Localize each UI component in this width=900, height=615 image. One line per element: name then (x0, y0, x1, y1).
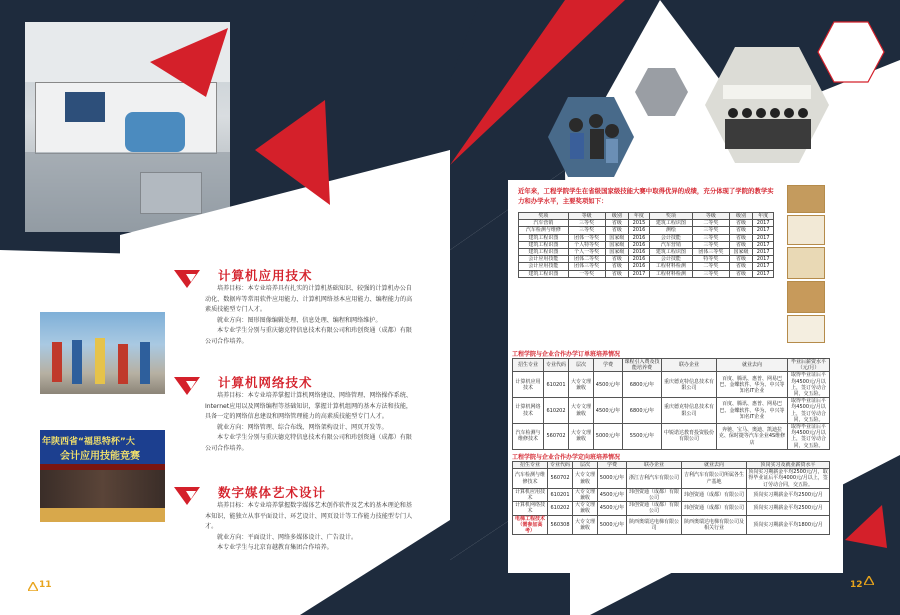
direct-cell: 5000元/年 (598, 515, 627, 535)
direct-header: 专业代码 (548, 462, 573, 469)
awards-header: 级别 (729, 213, 753, 220)
direct-cell: 计算机应用技术 (513, 488, 548, 501)
awards-cell: 2016 (629, 227, 650, 234)
section-text: 就业方向：图形图像编辑处理、信息处理、编程和网络维护。 (217, 316, 382, 324)
awards-cell: 2017 (753, 227, 774, 234)
awards-cell: 会计应用技能 (519, 256, 569, 263)
direct-cell: 4500元/年 (598, 502, 627, 515)
awards-cell: 2017 (753, 241, 774, 248)
awards-cell: 建筑工程识图 (519, 270, 569, 277)
direct-row (513, 488, 830, 501)
order-cell: 5500元/年 (623, 424, 662, 450)
direct-cell: 560702 (548, 469, 573, 489)
section-body (205, 284, 415, 348)
direct-cell: 顶岗实习期薪金平均1800元/月 (747, 515, 830, 535)
direct-header: 招生专业 (513, 462, 548, 469)
section-text: 就业方向：平面设计、网络多媒体设计、广告设计。 (217, 533, 358, 541)
awards-header: 级别 (605, 213, 629, 220)
awards-cell: 省级 (605, 270, 629, 277)
awards-cell: 测绘 (649, 227, 692, 234)
awards-cell: 省级 (729, 270, 753, 277)
section-body (205, 501, 415, 554)
section-text: 就业方向：网络管理、综合布线、网络架构设计、网页开发等。 (217, 423, 388, 431)
section-text: 本专业学生分别与重庆德克特信息技术有限公司和玮创资通（成都）有限公司合作培养。 (205, 434, 412, 452)
awards-cell: 2017 (629, 270, 650, 277)
order-cell: 中锐诺达教育投资股份有限公司 (662, 424, 717, 450)
order-header: 课程引入费及技能培养费 (624, 359, 660, 372)
section-title: 计算机网络技术 (218, 375, 313, 390)
order-cell: 6800元/年 (623, 398, 662, 424)
section-text: 培养目标：本专业培养具有扎实的计算机基础知识、较强的计算机办公自动化、数据库等常用软件应用能力、计算机网络基本应用能力、编程能力的高素质技能型专门人才。 (205, 285, 413, 314)
order-cell: 大专文理兼收 (569, 398, 594, 424)
order-header: 招生专业 (513, 359, 544, 372)
order-cell: 取得毕业证后平均4500元/月以上，签订劳动合同，交五险。 (788, 424, 830, 450)
awards-cell: 三等奖 (693, 270, 730, 277)
direct-cell: 顶岗实习期薪金平均2500元/月 (747, 488, 830, 501)
awards-cell: 建筑工程识图 (649, 249, 692, 256)
awards-cell: 2016 (629, 256, 650, 263)
awards-row (519, 256, 774, 263)
award-certificate (787, 281, 825, 313)
awards-cell: 工程材料检测 (649, 270, 692, 277)
awards-cell: 会计应用技能 (519, 263, 569, 270)
awards-cell: 省级 (605, 256, 629, 263)
direct-cell: 玮创资通（成都）有限公司 (682, 488, 747, 501)
order-cell: 取得毕业证后平均4500元/月以上，签订劳动合同，交五险。 (788, 372, 830, 398)
awards-cell: 国家级 (605, 241, 629, 248)
section-text: 本专业学生分别与重庆德克特信息技术有限公司和玮创资通（成都）有限公司合作培养。 (205, 327, 412, 345)
order-cell: 计算机应用技术 (513, 372, 544, 398)
awards-row (519, 241, 774, 248)
order-cell: 610201 (544, 372, 569, 398)
awards-cell: 二等奖 (693, 220, 730, 227)
section-title: 计算机应用技术 (218, 268, 313, 283)
awards-cell: 团体二等奖 (568, 256, 605, 263)
order-cell: 4500元/年 (594, 372, 623, 398)
award-certificate (787, 185, 825, 213)
direct-cell: 大专文理兼收 (573, 488, 598, 501)
awards-table (518, 212, 774, 278)
awards-row (519, 234, 774, 241)
awards-header: 年度 (753, 213, 774, 220)
awards-cell: 2016 (629, 234, 650, 241)
award-certificate (787, 215, 825, 245)
awards-cell: 省级 (605, 220, 629, 227)
direct-cell: 大专文理兼收 (573, 515, 598, 535)
awards-cell: 团体三等奖 (693, 249, 730, 256)
awards-cell: 三等奖 (693, 234, 730, 241)
order-cell: 取得毕业证后平均4500元/月以上，签订劳动合同，交五险。 (788, 398, 830, 424)
awards-cell: 建筑工程识图 (649, 220, 692, 227)
order-header: 专业代码 (544, 359, 569, 372)
awards-header: 奖项 (649, 213, 692, 220)
direct-cell: 5000元/年 (598, 469, 627, 489)
order-header: 学费 (594, 359, 623, 372)
direct-cell: 4500元/年 (598, 488, 627, 501)
banner-line-1: 年陕西省“福思特杯”大 (42, 437, 135, 447)
awards-row (519, 220, 774, 227)
direct-cell: 顶岗实习期薪金平均2500元/月，取得毕业证后平均4000元/月以上，签订劳动合同，交五险。 (748, 469, 828, 488)
page-number: 12 (850, 580, 863, 590)
direct-header: 学费 (598, 462, 627, 469)
awards-cell: 会计技能 (649, 256, 692, 263)
order-header: 就业去向 (717, 359, 788, 372)
awards-cell: 2017 (753, 256, 774, 263)
direct-cell: 汽车检测与维修技术 (513, 469, 548, 489)
awards-row (519, 263, 774, 270)
awards-cell: 汽车检测与维修 (519, 227, 569, 234)
direct-cell: 610201 (548, 488, 573, 501)
order-class-table (512, 358, 830, 450)
order-cell: 560702 (544, 424, 569, 450)
order-header: 层次 (569, 359, 594, 372)
section-text: 培养目标：本专业培养掌握数字媒体艺术创作软件及艺术的基本理论和基本知识，能独立从事平面设计、环艺设计、网页设计等工作能力技能型专门人才。 (205, 502, 413, 531)
order-header: 毕业后薪资水平（元/月） (788, 359, 830, 372)
page-number: 11 (39, 580, 52, 590)
awards-cell: 2017 (753, 263, 774, 270)
awards-cell: 一等奖 (568, 270, 605, 277)
direct-row (513, 469, 830, 489)
awards-cell: 三等奖 (693, 241, 730, 248)
awards-cell: 团体一等奖 (568, 234, 605, 241)
order-header: 联办企业 (662, 359, 717, 372)
awards-cell: 三等奖 (568, 227, 605, 234)
awards-cell: 省级 (729, 241, 753, 248)
order-cell: 重庆德克特信息技术有限公司 (662, 398, 717, 424)
award-certificate (787, 315, 825, 343)
awards-cell: 2015 (629, 220, 650, 227)
order-cell: 4500元/年 (594, 398, 623, 424)
direct-cell: 吉利汽车有限公司所属各生产基地 (682, 469, 747, 489)
awards-cell: 省级 (729, 227, 753, 234)
awards-cell: 2016 (629, 249, 650, 256)
order-cell: 重庆德克特信息技术有限公司 (662, 372, 717, 398)
awards-cell: 省级 (605, 227, 629, 234)
awards-cell: 汽车营销 (649, 241, 692, 248)
section-title: 数字媒体艺术设计 (218, 485, 327, 500)
order-cell: 百度、腾讯、惠普、网易巴巴、金蝶软件、华为、中兴等知名IT企业 (717, 372, 788, 398)
awards-header: 年度 (629, 213, 650, 220)
order-cell: 610202 (544, 398, 569, 424)
awards-cell: 建筑工程识图 (519, 234, 569, 241)
direct-cell: 浙江吉利汽车有限公司 (627, 469, 682, 489)
direct-header: 顶岗实习及就业薪资水平 (747, 462, 830, 469)
order-cell: 大专文理兼收 (569, 372, 594, 398)
order-row (513, 398, 830, 424)
awards-cell: 2017 (753, 270, 774, 277)
direct-cell: 陕西奥瑞达电梯有限公司 (627, 515, 682, 535)
awards-cell: 国家级 (605, 234, 629, 241)
order-cell: 计算机网络技术 (513, 398, 544, 424)
order-cell: 百度、腾讯、惠普、网易巴巴、金蝶软件、华为、中兴等知名IT企业 (717, 398, 788, 424)
team-group-hex-photo (703, 45, 831, 165)
awards-cell: 汽车营销 (519, 220, 569, 227)
awards-cell: 特等奖 (693, 256, 730, 263)
awards-cell: 团体三等奖 (568, 263, 605, 270)
awards-cell: 建筑工程识图 (519, 241, 569, 248)
direct-row (513, 515, 830, 535)
direct-header: 层次 (573, 462, 598, 469)
order-cell: 6800元/年 (623, 372, 662, 398)
awards-cell: 三等奖 (568, 220, 605, 227)
direct-cell: 玮创资通（成都）有限公司 (627, 502, 682, 515)
awards-row (519, 249, 774, 256)
section-text: 培养目标：本专业培养掌握计算机网络建设、网络管理、网络操作系统、Internet应用以及网络编程等基础知识，掌握计算机组网的基本方法和技能，具备一定的网络信息建设和网络管理能力的高素质技能型专门人才。 (205, 392, 413, 421)
direct-cell: 610202 (548, 502, 573, 515)
order-cell: 大专文理兼收 (569, 424, 594, 450)
order-table-title: 工程学院与企业合作办学订单班培养情况 (512, 351, 621, 358)
order-cell: 5000元/年 (594, 424, 623, 450)
page-number-triangle-icon (864, 576, 874, 585)
direct-header: 就业去向 (682, 462, 747, 469)
awards-cell: 省级 (729, 263, 753, 270)
awards-cell: 省级 (729, 256, 753, 263)
direct-cell: 陕西奥瑞达电梯有限公司及相关行业 (682, 515, 747, 535)
order-row (513, 372, 830, 398)
order-cell: 奔驰、宝马、奥迪、凯迪拉克、保时捷等汽车企业4S维修店 (717, 424, 788, 450)
awards-cell: 二等奖 (693, 263, 730, 270)
direct-cell: 560308 (548, 515, 573, 535)
awards-intro-text: 近年来，工程学院学生在省级国家级技能大赛中取得优异的成绩，充分体现了学院的教学实力和办学水平，主要奖项如下： (518, 187, 774, 205)
students-lab-hex-photo (546, 95, 636, 180)
section-text: 本专业学生与北京育越教育集团合作培养。 (217, 544, 333, 552)
awards-cell: 建筑工程识图 (519, 249, 569, 256)
direct-cell: 玮创资通（成都）有限公司 (627, 488, 682, 501)
direct-cell: 大专文理兼收 (573, 502, 598, 515)
awards-cell: 国家级 (605, 249, 629, 256)
awards-cell: 2017 (753, 234, 774, 241)
award-certificate (787, 247, 825, 279)
section-body (205, 391, 415, 455)
awards-cell: 省级 (729, 220, 753, 227)
awards-header: 等级 (568, 213, 605, 220)
direct-cell: 电梯工程技术（需参加高考） (513, 515, 548, 535)
awards-cell: 2016 (629, 263, 650, 270)
awards-cell: 省级 (605, 263, 629, 270)
order-cell: 汽车检测与维修技术 (513, 424, 544, 450)
awards-cell: 2016 (629, 241, 650, 248)
awards-cell: 工程材料检测 (649, 263, 692, 270)
awards-cell: 2017 (753, 249, 774, 256)
awards-cell: 会计技能 (649, 234, 692, 241)
awards-cell: 2017 (753, 220, 774, 227)
awards-cell: 省级 (729, 234, 753, 241)
direct-row (513, 502, 830, 515)
awards-header: 奖项 (519, 213, 569, 220)
direct-cell: 大专文理兼收 (573, 469, 598, 489)
direct-cell: 计算机网络技术 (513, 502, 548, 515)
competition-banner-photo (40, 430, 165, 522)
surveying-students-photo (40, 312, 165, 394)
banner-line-2: 会计应用技能竞赛 (60, 451, 140, 462)
awards-cell: 国家级 (729, 249, 753, 256)
direct-cell: 顶岗实习期薪金平均2500元/月 (747, 502, 830, 515)
awards-row (519, 270, 774, 277)
page-number-triangle-icon (28, 582, 38, 591)
order-row (513, 424, 830, 450)
awards-cell: 个人特等奖 (568, 241, 605, 248)
awards-cell: 三等奖 (693, 227, 730, 234)
awards-cell: 个人一等奖 (568, 249, 605, 256)
direct-header: 联办企业 (627, 462, 682, 469)
awards-row (519, 227, 774, 234)
direct-table-title: 工程学院与企业合作办学定向班培养情况 (512, 454, 621, 461)
awards-header: 等级 (693, 213, 730, 220)
direct-cell: 玮创资通（成都）有限公司 (682, 502, 747, 515)
direct-class-table (512, 461, 830, 535)
